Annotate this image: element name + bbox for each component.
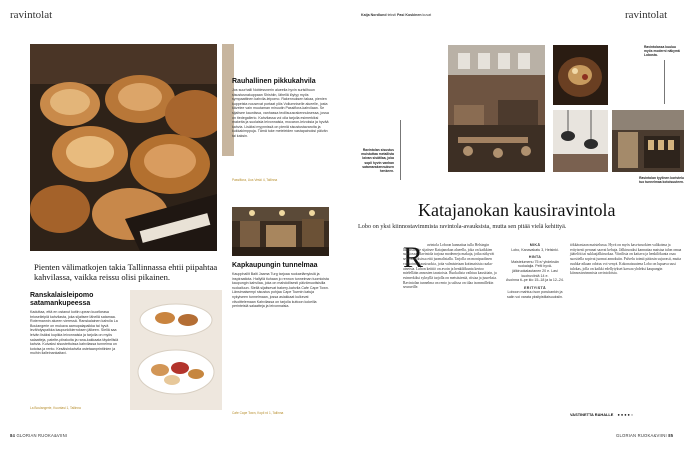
right-footer (616, 433, 673, 438)
pull-quote: Pienten välimatkojen takia Tallinnassa ehtii piipahtaa kahvilassa, vaikka reissu olisi pikainen. (34, 262, 218, 282)
byline (361, 13, 431, 17)
caption-left: Ravintolan sisustus muistuttaa metallista laivan sisätilaa, joka sopii hyvin vanhan satamarakennuksen henkeen. (361, 148, 394, 174)
ranskalaisleipomo-credit: La Boulangerie, Kuuntasi 1, Tallinna (30, 406, 81, 410)
rauhallinen-heading: Rauhallinen pikkukahvila (232, 78, 316, 85)
kapkaupungin-heading: Kapkaupungin tunnelmaa (232, 262, 318, 269)
dish-photo (553, 45, 608, 105)
caption-right: Ravintolan tyylinen koristelu tuo tunnelmaa kotoisuuteen. (639, 176, 684, 185)
pastry-photo (30, 44, 217, 251)
info-open: Avoinna ti–pe klo 15–18 ja la 12–24. (506, 278, 564, 283)
rating-dot: ● (627, 412, 631, 417)
left-footer (10, 433, 67, 438)
left-page-number: 84 (10, 433, 16, 438)
left-footer-brand: GLORIAN RUOKA&VIINI (16, 433, 68, 438)
rauhallinen-body: Jos suurhalli Noblessnerin alueella hyvin surisilhuun sisustusnakuppaan Shishiin, lähellä löytyy myös sympaattinen kahvila-leipomo. Rakennuksen takaa, pienien kuppeista nousevat portaat ylös Vollumniselle alueelle, josta kävelee vain muutaman minuutin Passiflora-kahvilaan. Se sijaitsee kauniissa, vanhassa teollisuusrakennuksessa, jossa on tiedegallerio. Kahvilassa voi olla tarjolla esimerkiksi makeita ja suolaisia leivonnaisia, mocaron-leivoksia ja hyvää kahvia. Lisäksi myynnissä on pieniä sisustustavaroita ja kukkakimppuja. Tämä tuke meteleiden vastapainoksi päivän tai kaksin. (232, 88, 329, 138)
info-special-heading: ERITYISTÄ (524, 285, 546, 290)
ranskalaisleipomo-heading: Ranskalaisleipomo satamankupeessa (30, 292, 94, 307)
info-where: Lobo, Kanavakatu 3, Helsinki. (511, 247, 559, 252)
rating-dot: ○ (630, 412, 635, 417)
bakery-interior-photo (232, 207, 329, 256)
byline-writer: Kaija Nordlund (361, 13, 387, 17)
article-col-1: avintola Loboon kannattaa tulla Helsingin lähiöistä. Se sijaitsee Katajanokan alueella, joka on kaikkien suosiossa. Ravintola tarjoaa moderneja makuja, jotka näkyvät sekä annoksissa että juomalistalla. Tarjolla on monipuolinen valikoima kausiruokia, joita valmistetaan kotimaisista raaka-aineista. Lobon keittiö on avoin ja henkilökunta kertoo mielellään annosten taustoista. Ruokalista vaihtuu kausittain, ja esimerkiksi syksyllä tarjolla on metsäsieniä, riistaa ja juureksia. Ravintolan tunnelma on rento ja salissa on tilaa isommillekin seurueille. (403, 243, 497, 290)
drop-cap: R (403, 241, 424, 274)
rating-dot: ● (617, 412, 621, 417)
kapkaupungin-body: Kaupphallit Balti Jaama Turg tarjoaa ruokaelämyksiä ja inspiraatiota. Hallyllä tiuhaan jo rennon tunnelman tuomioista kaupungin kahvilaa, joka on mahdollisesti päivämuotisisilla ruokailuun. Siellä sijaitsevat bakery-kahvila Cafe Cape Town. Länsimaisempi sisustus pohjaa Cape Townin katuja nykyiseen tunnelmaan, jossa asiakkaat kulkevat vilvoittelemaan Kahvilassa on tarjolla kuttoon kokeilla perinteisiä salaatteja ja leivonnaisia. (232, 272, 329, 309)
article-lead: Lobo on yksi kiinnostavimmista ravintola-avauksista, mutta sen pitää vielä kehittyä. (358, 223, 567, 230)
info-price: Maistelumenu 75 e/ yhdeksän ruokalajia. Pelti hyvä- jälkiruokalautanen 20 e. Lasi kuohuviiniä 14 e. (511, 259, 559, 278)
article-col-3: tökkärastaan maistelussa. Hyvä on myös kasvisruokien valikoima ja erityisesti perunat saavat kehuja. Jälkiruoaksi kannattaa maistaa talon omaa jäätelöä tai suklaajälkiruokaa. Viinilista on kattava ja henkilökunta osaa suositella sopivat juomat annoksiin. Palvelu toimii pääosin sujuvasti, mutta ruuhka-aikaan odotus voi venyä. Kokonaisuutena Lobo on lupaava uusi tulokas, jolla on kaikki edellytykset kasvaa yhdeksi kaupungin kiinnostavimmista ravintoloista. (570, 243, 682, 276)
caption-top: Ravintolassa kuuluu myös moderni näkymä Lobosta. (644, 45, 680, 58)
caption-left-pointer (400, 120, 401, 180)
lamps-photo (553, 110, 608, 172)
kapkaupungin-credit: Cafe Cape Town, Kopli rd 1, Tallinna (232, 411, 284, 415)
right-page (348, 0, 696, 450)
rating-dots (617, 412, 634, 417)
section-label-right: ravintolat (625, 9, 668, 21)
byline-photographer-role: kuvat (422, 13, 432, 17)
info-where-heading: MIKÄ (529, 243, 541, 247)
rating (570, 412, 684, 417)
ranskalaisleipomo-body: Kaduttaa, että en ostanut kotiin upean kuorikeasa brioseileipiä kahvilasta, joka sijaitsee lähellä satamaa. Rotermannin alueen vieressä. Ranskalainen kahvila La Boulangerie on mukava aamupalapaikka tai hyvä levähdyspaikka kaupunkikierroksen jälkeen. Siellä saa leivän lisäksi kupikia leivonnaisia ja tarjolla on myös salaatteja, patelte-piirakoita ja rana-kakkaata täydellisiä kahvia. Kuivaksi sisustettuissa kahvilassa tunnelma on kotoisa ja rento. Kesäisinkahvila ostetaanprintiinien ja muihin ilalleinankaitavi. (30, 310, 119, 356)
info-special: Loboon mahtuu ison porukankin ja salin voi varata yksityistilaisuuksiin. (507, 290, 563, 299)
right-footer-brand: GLORIAN RUOKA&VIINI (616, 433, 667, 438)
info-price-heading: HINTA (528, 255, 542, 260)
article-title: Katajanokan kausiravintola (418, 200, 616, 220)
restaurant-interior-photo (448, 45, 545, 172)
rating-label: VASTINETTA RAHALLE (570, 412, 614, 417)
bar-photo (612, 110, 684, 172)
caption-top-pointer (664, 60, 665, 104)
right-page-number: 85 (668, 433, 674, 438)
rating-dot: ● (620, 412, 625, 417)
info-box (506, 243, 564, 300)
byline-writer-role: teksti (387, 13, 396, 17)
byline-photographer: Pasi Koskinen (396, 13, 422, 17)
rating-dot: ● (624, 412, 628, 417)
rauhallinen-credit: Passiflora, Uus Veski 4, Tallinna (232, 178, 278, 182)
pastry-plate-photo (130, 290, 222, 410)
section-label: ravintolat (10, 9, 53, 21)
